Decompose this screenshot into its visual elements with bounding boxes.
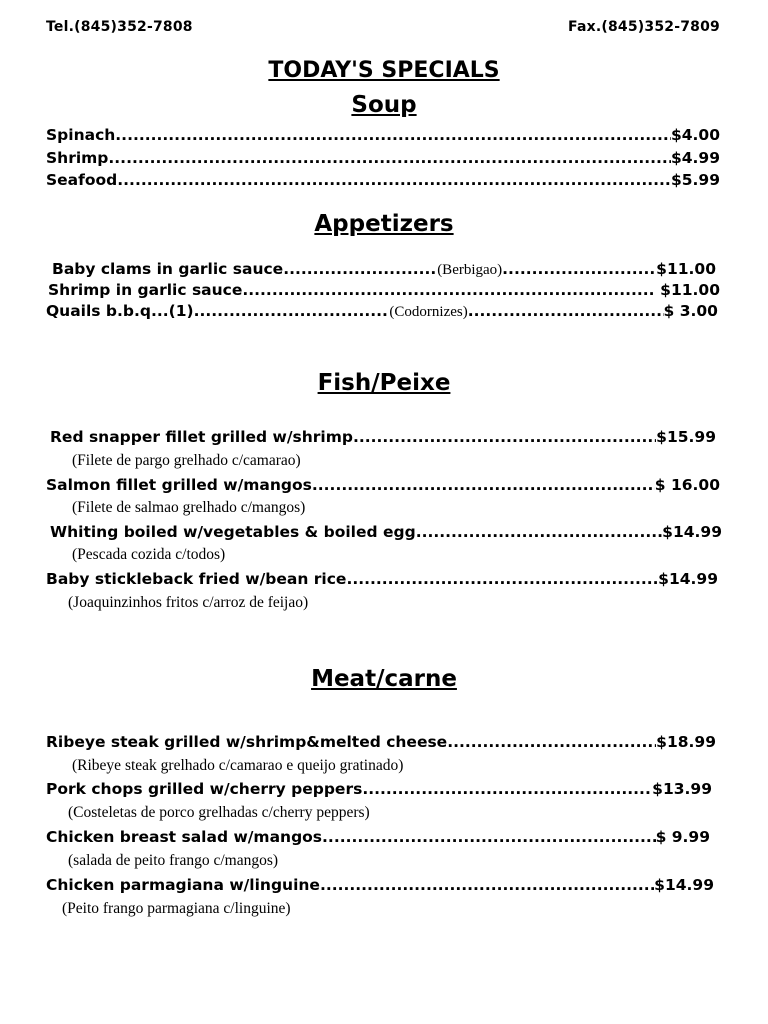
menu-item [50,428,716,446]
item-description: (Filete de pargo grelhado c/camarao) [72,452,301,469]
telephone-number: Tel.(845)352-7808 [46,19,193,35]
leader-dots [502,260,656,278]
item-note: (Codornizes) [389,304,468,320]
soup-heading: Soup [351,92,417,118]
leader-dots [117,171,671,189]
item-note: (Berbigao) [437,262,503,278]
item-price: $ 16.00 [654,476,720,494]
menu-item [46,476,720,494]
leader-dots [242,281,654,299]
item-price: $14.99 [654,876,714,894]
item-description: (Pescada cozida c/todos) [72,546,226,563]
item-price: $4.99 [670,149,720,167]
item-price: $15.99 [656,428,716,446]
menu-item [50,523,722,541]
menu-item [52,260,716,279]
item-name: Quails b.b.q...(1) [46,302,194,320]
fax-number: Fax.(845)352-7809 [568,19,720,35]
menu-item [46,171,720,189]
item-price: $14.99 [658,570,718,588]
item-name: Baby stickleback fried w/bean rice [46,570,347,588]
leader-dots [108,149,671,167]
item-price: $11.00 [654,281,720,299]
page-title: TODAY'S SPECIALS [268,58,500,83]
item-name: Shrimp [46,149,109,167]
item-price: $ 3.00 [663,302,718,320]
leader-dots [447,733,656,751]
item-name: Red snapper fillet grilled w/shrimp [50,428,353,446]
item-name: Whiting boiled w/vegetables & boiled egg [50,523,416,541]
leader-dots [346,570,658,588]
item-description: (Joaquinzinhos fritos c/arroz de feijao) [68,594,309,611]
item-price: $11.00 [656,260,716,278]
item-description: (Peito frango parmagiana c/linguine) [62,900,291,917]
item-description: (Ribeye steak grelhado c/camarao e queijo gratinado) [72,757,404,774]
item-description: (Filete de salmao grelhado c/mangos) [72,499,306,516]
menu-item [46,149,720,167]
menu-item [48,281,720,299]
item-name: Chicken parmagiana w/linguine [46,876,320,894]
menu-item [46,302,718,321]
appetizers-heading: Appetizers [314,211,454,237]
menu-item [46,570,718,588]
item-price: $ 9.99 [655,828,710,846]
item-name: Spinach [46,126,116,144]
menu-item [46,828,710,846]
item-description: (salada de peito frango c/mangos) [68,852,279,869]
item-description: (Costeletas de porco grelhadas c/cherry peppers) [68,804,370,821]
item-price: $4.00 [670,126,720,144]
leader-dots [194,302,390,320]
item-name: Ribeye steak grilled w/shrimp&melted cheese [46,733,448,751]
item-name: Shrimp in garlic sauce [48,281,243,299]
leader-dots [416,523,662,541]
item-price: $18.99 [656,733,716,751]
leader-dots [312,476,655,494]
leader-dots [322,828,656,846]
item-price: $14.99 [662,523,722,541]
leader-dots [115,126,671,144]
item-name: Chicken breast salad w/mangos [46,828,323,846]
item-price: $5.99 [670,171,720,189]
menu-item [46,876,714,894]
item-price: $13.99 [652,780,712,798]
menu-item [46,126,720,144]
leader-dots [320,876,654,894]
leader-dots [353,428,656,446]
leader-dots [468,302,664,320]
fish-heading: Fish/Peixe [317,370,451,396]
item-name: Salmon fillet grilled w/mangos [46,476,312,494]
leader-dots [362,780,652,798]
menu-item [46,780,712,798]
item-name: Seafood [46,171,118,189]
meat-heading: Meat/carne [311,666,457,692]
item-name: Pork chops grilled w/cherry peppers [46,780,363,798]
menu-item [46,733,716,751]
leader-dots [283,260,437,278]
item-name: Baby clams in garlic sauce [52,260,284,278]
